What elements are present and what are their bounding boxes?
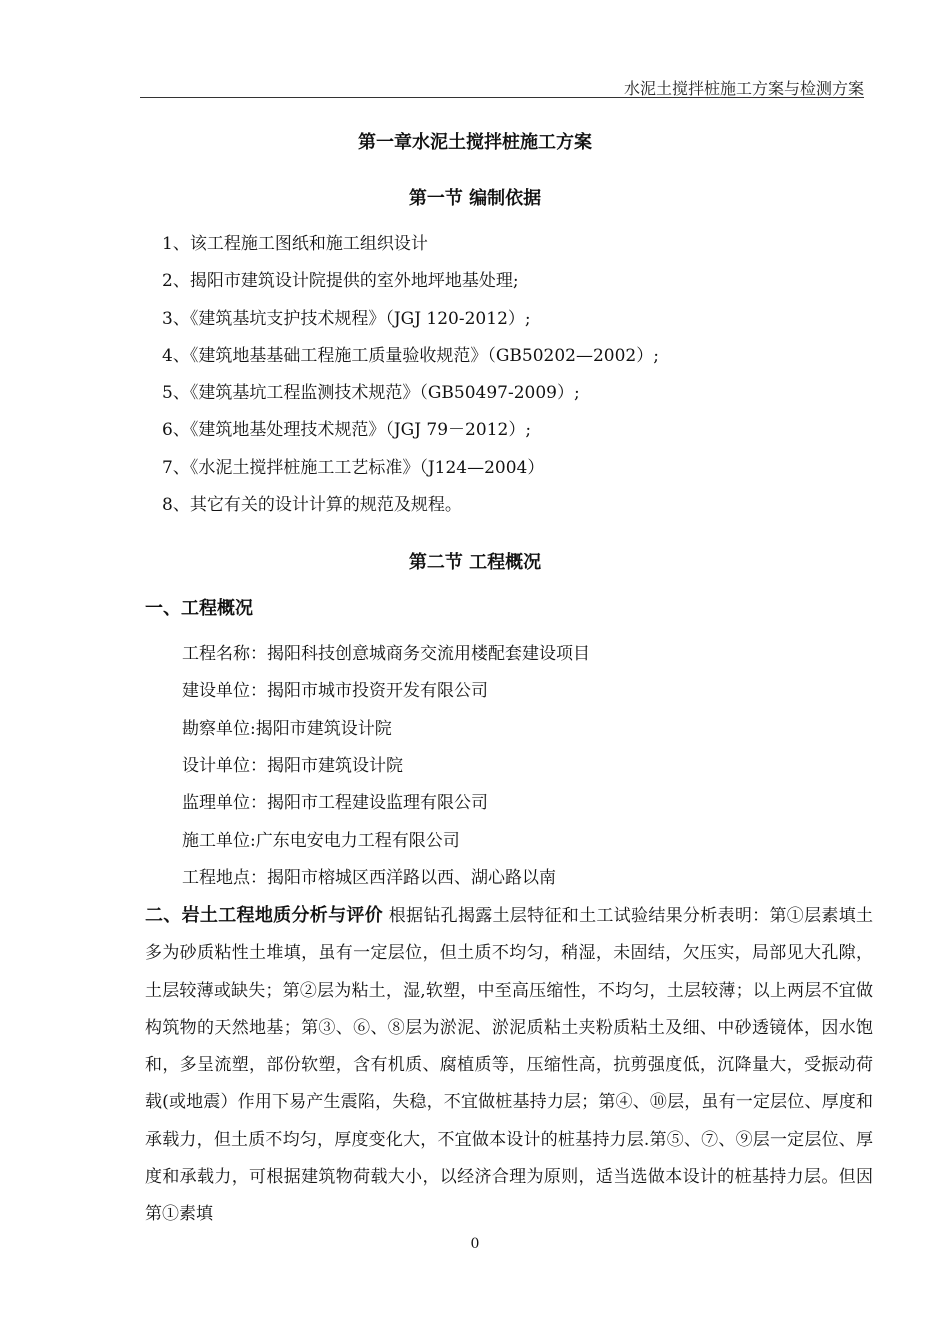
info-row-owner: 建设单位：揭阳市城市投资开发有限公司 — [182, 681, 488, 701]
list-item: 2、揭阳市建筑设计院提供的室外地坪地基处理; — [162, 271, 519, 291]
section-title-overview: 第二节 工程概况 — [408, 552, 542, 573]
list-item: 6、《建筑地基处理技术规范》（JGJ 79－2012）; — [162, 420, 532, 440]
list-item: 5、《建筑基坑工程监测技术规范》（GB50497-2009）; — [162, 383, 580, 403]
overview-heading: 一、工程概况 — [145, 598, 253, 619]
header-divider — [140, 97, 864, 98]
info-row-location: 工程地点：揭阳市榕城区西洋路以西、湖心路以南 — [182, 868, 556, 888]
page-number: 0 — [470, 1236, 480, 1252]
list-item: 4、《建筑地基基础工程施工质量验收规范》（GB50202—2002）; — [162, 346, 659, 366]
chapter-title: 第一章水泥土搅拌桩施工方案 — [358, 132, 592, 153]
geology-paragraph — [145, 897, 873, 1234]
info-row-survey: 勘察单位:揭阳市建筑设计院 — [182, 719, 392, 739]
info-row-supervision: 监理单位：揭阳市工程建设监理有限公司 — [182, 793, 488, 813]
list-item: 7、《水泥土搅拌桩施工工艺标准》（J124—2004） — [162, 458, 545, 478]
section-title-basis: 第一节 编制依据 — [408, 188, 542, 209]
info-row-contractor: 施工单位:广东电安电力工程有限公司 — [182, 831, 460, 851]
list-item: 8、其它有关的设计计算的规范及规程。 — [162, 495, 462, 515]
list-item: 3、《建筑基坑支护技术规程》（JGJ 120-2012）; — [162, 309, 531, 329]
geology-text: 根据钻孔揭露土层特征和土工试验结果分析表明：第①层素填土多为砂质粘性土堆填，虽有一定层位，但土质不均匀，稍湿，未固结，欠压实，局部见大孔隙，土层较薄或缺失；第②层为粘土，湿,软塑，中至高压缩性，不均匀，土层较薄；以上两层不宜做构筑物的天然地基；第③、⑥、⑧层为淤泥、淤泥质粘土夹粉质粘土及细、中砂透镜体，因水饱和，多呈流塑，部份软塑，含有机质、腐植质等，压缩性高，抗剪强度低，沉降量大，受振动荷载(或地震）作用下易产生震陷，失稳，不宜做桩基持力层；第④、⑩层，虽有一定层位、厚度和承载力，但土质不均匀，厚度变化大，不宜做本设计的桩基持力层.第⑤、⑦、⑨层一定层位、厚度和承载力，可根据建筑物荷载大小，以经济合理为原则，适当选做本设计的桩基持力层。但因第①素填 — [145, 906, 874, 1225]
geology-heading: 二、岩土工程地质分析与评价 — [145, 905, 383, 926]
info-row-project-name: 工程名称：揭阳科技创意城商务交流用楼配套建设项目 — [182, 644, 590, 664]
list-item: 1、该工程施工图纸和施工组织设计 — [162, 234, 428, 254]
info-row-design: 设计单位：揭阳市建筑设计院 — [182, 756, 403, 776]
header-title: 水泥土搅拌桩施工方案与检测方案 — [623, 79, 864, 98]
